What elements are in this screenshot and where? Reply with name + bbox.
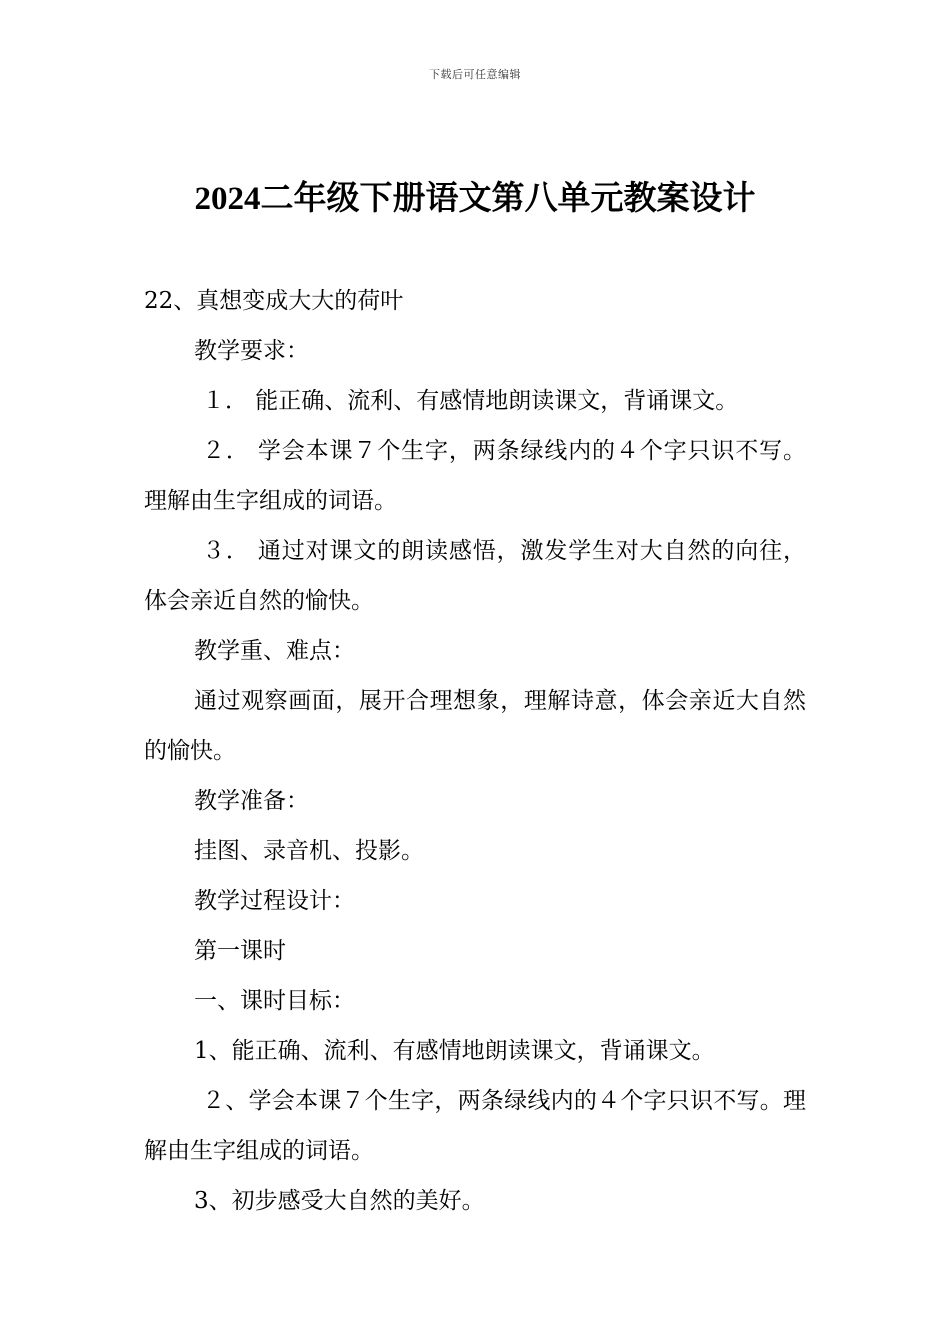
requirement-item-1: １． 能正确、流利、有感情地朗读课文，背诵课文。 [202, 388, 739, 414]
objective-item-1: 1、能正确、流利、有感情地朗读课文，背诵课文。 [194, 1038, 715, 1064]
lesson-heading: 22、真想变成大大的荷叶 [144, 288, 404, 314]
teaching-requirements-label: 教学要求： [194, 338, 309, 364]
document-body [144, 276, 806, 1226]
objectives-label: 一、课时目标： [194, 988, 355, 1014]
requirement-item-3: ３． 通过对课文的朗读感悟，激发学生对大自然的向往，体会亲近自然的愉快。 [144, 538, 806, 614]
preparation-text: 挂图、录音机、投影。 [194, 838, 424, 864]
key-points-label: 教学重、难点： [194, 638, 355, 664]
document-title: 2024二年级下册语文第八单元教案设计 [194, 181, 756, 217]
objective-item-3: 3、初步感受大自然的美好。 [194, 1188, 485, 1214]
period-label: 第一课时 [194, 938, 286, 964]
preparation-label: 教学准备： [194, 788, 309, 814]
objective-item-2: ２、学会本课７个生字，两条绿线内的４个字只识不写。理解由生字组成的词语。 [144, 1088, 806, 1164]
process-label: 教学过程设计： [194, 888, 355, 914]
requirement-item-2: ２． 学会本课７个生字，两条绿线内的４个字只识不写。理解由生字组成的词语。 [144, 438, 806, 514]
header-note: 下载后可任意编辑 [429, 68, 521, 81]
key-points-text: 通过观察画面，展开合理想象，理解诗意，体会亲近大自然的愉快。 [144, 688, 806, 764]
